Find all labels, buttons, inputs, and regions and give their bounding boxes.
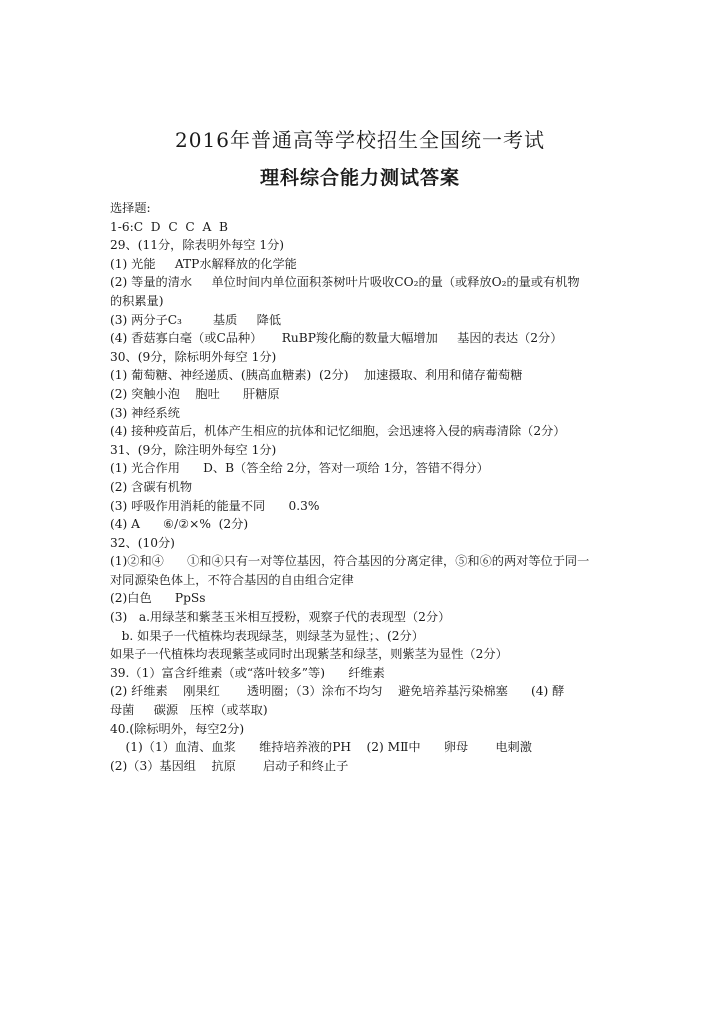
answer-body <box>110 199 615 775</box>
text-line: 32、(10分) <box>110 535 175 550</box>
text-line: (4) 接种疫苗后，机体产生相应的抗体和记忆细胞，会迅速将入侵的病毒清除（2分） <box>110 424 566 439</box>
text-line: (3) 呼吸作用消耗的能量不同 0.3% <box>110 498 320 513</box>
text-line: (2) 纤维素 刚果红 透明圈；（3）涂布不均匀 避免培养基污染棉塞 (4) 酵 <box>110 684 565 699</box>
exam-title: 2016年普通高等学校招生全国统一考试 <box>175 128 545 152</box>
text-line: 39.（1）富含纤维素（或“落叶较多”等) 纤维素 <box>110 665 385 680</box>
text-line: 1-6:C D C C A B <box>110 219 228 234</box>
text-line: 29、(11分，除表明外每空 1分) <box>110 238 285 253</box>
text-line: (3) 神经系统 <box>110 405 180 420</box>
text-line: 母菌 碳源 压榨（或萃取) <box>110 703 268 718</box>
text-line: (2) 含碳有机物 <box>110 479 193 494</box>
text-line: (2)（3）基因组 抗原 启动子和终止子 <box>110 758 349 773</box>
text-line: (1) 光合作用 D、B（答全给 2分，答对一项给 1分，答错不得分） <box>110 461 489 476</box>
text-line: (1)（1）血清、血浆 维持培养液的PH (2) MⅡ中 卵母 电刺激 <box>110 740 532 755</box>
text-line: (4) 香菇寡白毫（或C品种） RuBP羧化酶的数量大幅增加 基因的表达（2分） <box>110 331 563 346</box>
text-line: 30、(9分，除标明外每空 1分) <box>110 349 277 364</box>
text-line: (2)白色 PpSs <box>110 591 206 606</box>
text-line: (2) 突触小泡 胞吐 肝糖原 <box>110 386 280 401</box>
text-line: (4) A ⑥/②×% (2分) <box>110 517 249 532</box>
text-line: 31、(9分，除注明外每空 1分) <box>110 442 277 457</box>
text-line: 如果子一代植株均表现紫茎或同时出现紫茎和绿茎，则紫茎为显性（2分） <box>110 647 508 662</box>
text-line: 对同源染色体上，不符合基因的自由组合定律 <box>110 572 354 587</box>
text-line: (1) 葡萄糖、神经递质、(胰高血糖素) (2分) 加速摄取、利用和储存葡萄糖 <box>110 368 523 383</box>
text-line: (1) 光能 ATP水解释放的化学能 <box>110 256 297 271</box>
text-line: 选择题: <box>110 201 151 215</box>
text-line: (3) 两分子C₃ 基质 降低 <box>110 312 282 327</box>
text-line: (2) 等量的清水 单位时间内单位面积茶树叶片吸收CO₂的量（或释放O₂的量或有机物 <box>110 275 580 290</box>
text-line: b. 如果子一代植株均表现绿茎，则绿茎为显性；、(2分） <box>110 628 424 643</box>
text-line: 的积累量) <box>110 293 164 308</box>
text-line: (1)②和④ ①和④只有一对等位基因，符合基因的分离定律，⑤和⑥的两对等位于同一 <box>110 554 590 569</box>
text-line: 40.(除标明外，每空2分) <box>110 721 245 736</box>
text-line: (3) a.用绿茎和紫茎玉米相互授粉，观察子代的表现型（2分） <box>110 610 451 625</box>
answer-title: 理科综合能力测试答案 <box>259 167 460 189</box>
